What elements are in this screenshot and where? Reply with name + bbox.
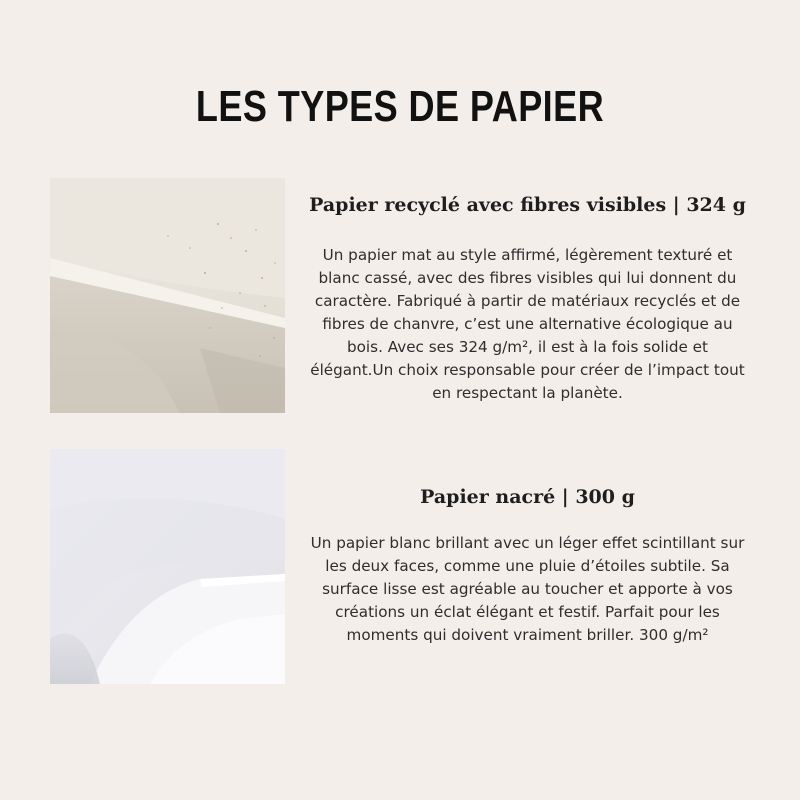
item-description: Un papier blanc brillant avec un léger effet scintillant sur les deux faces, comme une pluie d’étoiles subtile. Sa surface lisse est agréable au toucher et apporte à vos créations un éclat élégant et festif. Parfait pour les moments qui doivent vraiment briller. 300 g/m² xyxy=(310,534,745,644)
item-title: Papier recyclé avec fibres visibles | 324 g xyxy=(309,194,746,216)
recycled-paper-info xyxy=(305,192,750,405)
item-description: Un papier mat au style affirmé, légèrement texturé et blanc cassé, avec des fibres visibles qui lui donnent du caractère. Fabriqué à partir de matériaux recyclés et de fibres de chanvre, c’est une alternative écologique au bois. Avec ses 324 g/m², il est à la fois solide et élégant.Un choix responsable pour créer de l’impact tout en respectant la planète. xyxy=(310,246,745,402)
item-title: Papier nacré | 300 g xyxy=(420,486,635,508)
page-title: LES TYPES DE PAPIER xyxy=(195,82,605,131)
pearl-paper-info xyxy=(305,484,750,647)
recycled-paper-photo xyxy=(50,178,285,413)
pearl-paper-photo xyxy=(50,449,285,684)
